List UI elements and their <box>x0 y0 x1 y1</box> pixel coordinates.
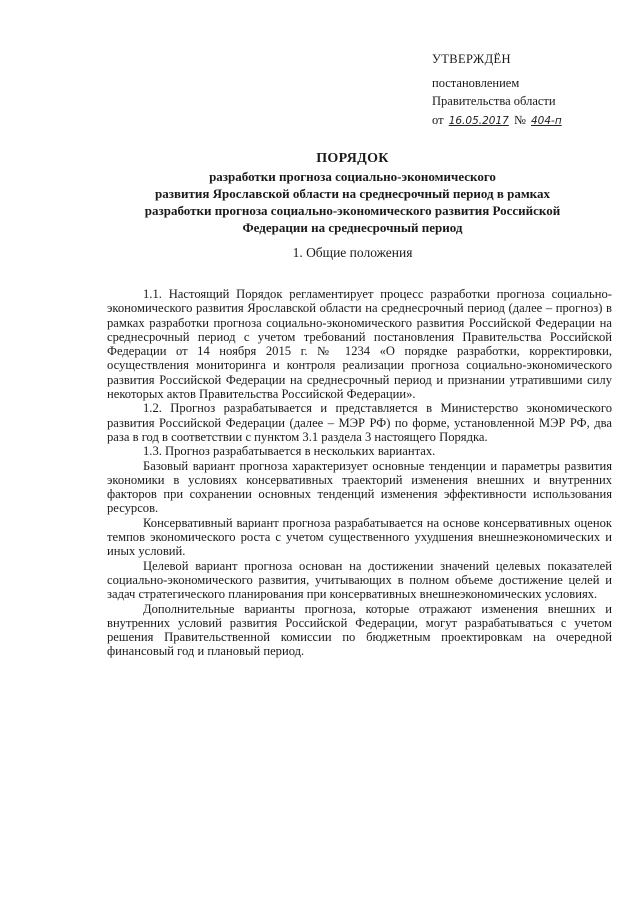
paragraph-target-variant: Целевой вариант прогноза основан на достижении значений целевых показателей социально-экономического развития, учитывающих в полном объеме достижение целей и задач стратегического планирования при консервативных внешнеэкономических условиях. <box>107 558 612 602</box>
paragraph-1-3: 1.3. Прогноз разрабатывается в нескольких вариантах. <box>143 444 436 459</box>
paragraph-additional-variants: Дополнительные варианты прогноза, которые отражают изменения внешних и внутренних условий развития Российской Федерации, могут разрабатываться с учетом решения Правительственной комиссии по бюджетным проектировкам на очередной финансовый год и плановый период. <box>107 601 612 659</box>
approved-number: 404-п <box>531 114 562 127</box>
approval-stamp <box>432 50 632 130</box>
approved-date-line <box>432 111 632 131</box>
document-body <box>107 287 612 659</box>
title-line-4: Федерации на среднесрочный период <box>242 220 463 235</box>
approved-line-2: Правительства области <box>432 94 556 108</box>
title-line-2: развития Ярославской области на среднесрочный период в рамках <box>155 186 550 201</box>
section-heading: 1. Общие положения <box>292 245 413 260</box>
paragraph-1-1: 1.1. Настоящий Порядок регламентирует процесс разработки прогноза социально-экономического развития Ярославской области на среднесрочный период (далее – прогноз) в рамках разработки прогноза социально-экономического развития Российской Федерации на среднесрочный период с учетом требований постановления Правительства Российской Федерации от 14 ноября 2015 г. № 1234 «О порядке разработки, корректировки, осуществления мониторинга и контроля реализации прогноза социально-экономического развития Российской Федерации на среднесрочный период и признании утратившими силу некоторых актов Правительства Российской Федерации». <box>107 287 612 402</box>
title-line-1: разработки прогноза социально-экономического <box>209 169 496 184</box>
paragraph-conservative-variant: Консервативный вариант прогноза разрабатывается на основе консервативных оценок темпов экономического роста с учетом существенного ухудшения внешнеэкономических и иных условий. <box>107 515 612 559</box>
paragraph-base-variant: Базовый вариант прогноза характеризует основные тенденции и параметры развития экономики в условиях консервативных траекторий изменения внешних и внутренних факторов при сохранении основных тенденций изменения эффективности использования ресурсов. <box>107 458 612 516</box>
approved-line-1: постановлением <box>432 75 520 90</box>
title-line-3: разработки прогноза социально-экономического развития Российской <box>144 203 561 218</box>
approved-number-label: № <box>513 112 526 127</box>
approved-date: 16.05.2017 <box>448 114 509 127</box>
document-title <box>100 150 605 236</box>
paragraph-1-2: 1.2. Прогноз разрабатывается и представляется в Министерство экономического развития Российской Федерации (далее – МЭР РФ) по форме, установленной МЭР РФ, два раза в год в соответствии с пунктом 3.1 раздела 3 настоящего Порядка. <box>107 401 612 444</box>
approved-heading: УТВЕРЖДЁН <box>432 52 511 66</box>
title-main: ПОРЯДОК <box>316 151 389 166</box>
approved-from-label: от <box>432 112 444 127</box>
